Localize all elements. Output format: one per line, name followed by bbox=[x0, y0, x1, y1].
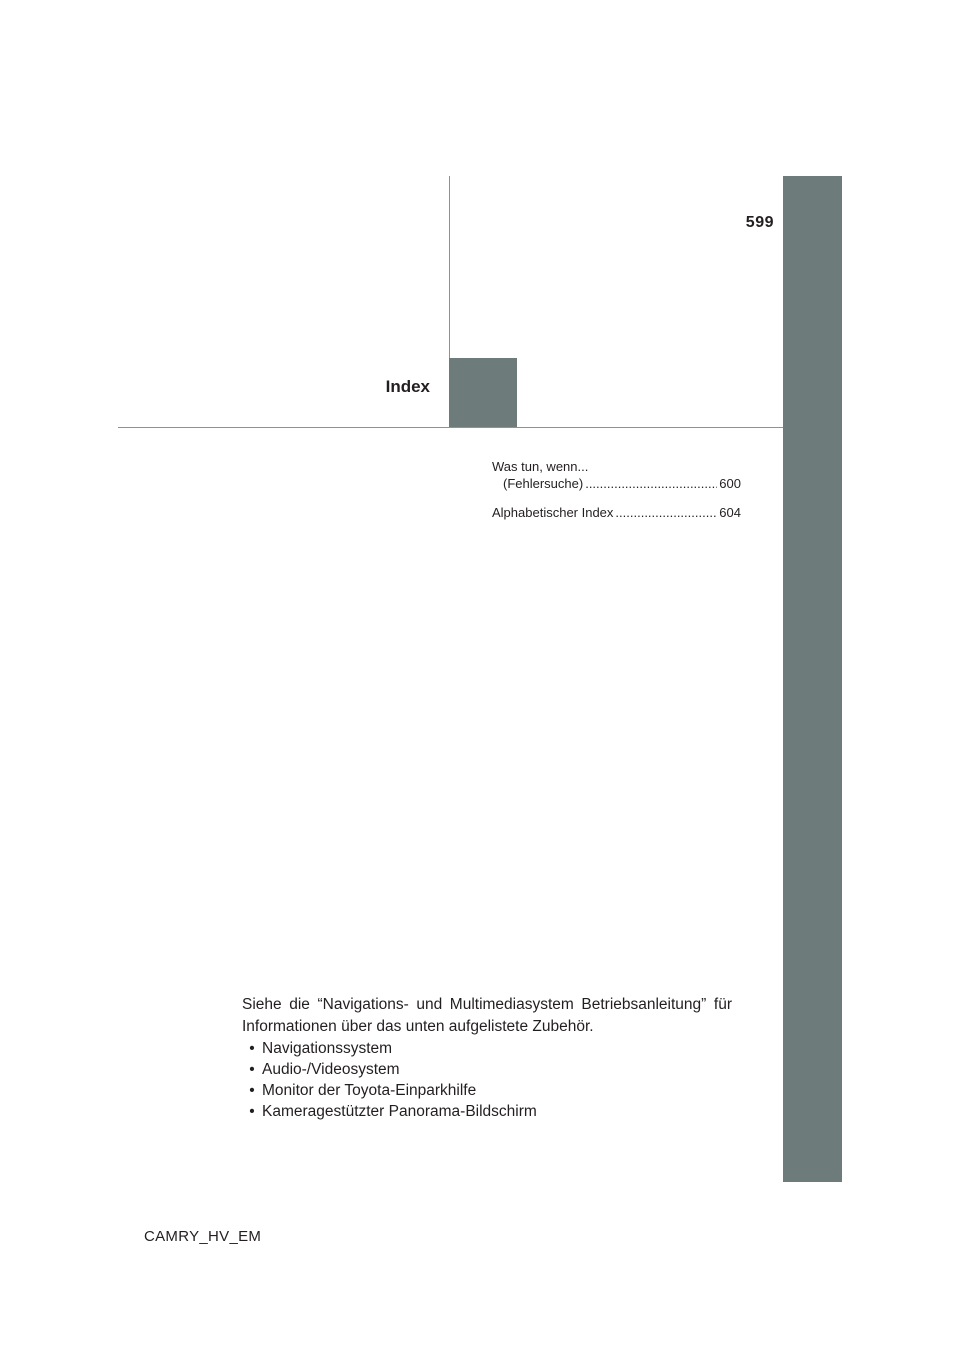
list-item: • Monitor der Toyota-Einparkhilfe bbox=[242, 1080, 732, 1101]
bullet-icon: • bbox=[249, 1103, 255, 1120]
bullet-icon: • bbox=[249, 1061, 255, 1078]
accessory-note bbox=[242, 994, 732, 1122]
list-item: • Kameragestützter Panorama-Bildschirm bbox=[242, 1101, 732, 1122]
index-tab-marker bbox=[449, 358, 517, 427]
bullet-icon: • bbox=[249, 1040, 255, 1057]
footer-document-code: CAMRY_HV_EM bbox=[144, 1228, 262, 1245]
toc-entry-alphabetical-index[interactable] bbox=[492, 504, 741, 521]
section-title: Index bbox=[385, 377, 430, 396]
toc-entry-page: 600 bbox=[719, 476, 741, 491]
toc-entry-line1: Was tun, wenn... bbox=[492, 459, 589, 474]
list-item: • Navigationssystem bbox=[242, 1038, 732, 1059]
table-of-contents bbox=[492, 458, 741, 521]
page-number: 599 bbox=[745, 214, 774, 231]
toc-entry-page: 604 bbox=[719, 505, 741, 520]
toc-leader-dots bbox=[585, 475, 717, 492]
horizontal-divider bbox=[118, 427, 783, 428]
toc-entry-label: Alphabetischer Index bbox=[492, 505, 614, 520]
toc-entry-troubleshooting[interactable] bbox=[492, 458, 741, 492]
bullet-icon: • bbox=[249, 1082, 255, 1099]
list-item: • Audio-/Videosystem bbox=[242, 1059, 732, 1080]
chapter-side-tab bbox=[783, 176, 842, 1182]
toc-entry-label: (Fehlersuche) bbox=[503, 476, 584, 491]
accessory-list bbox=[242, 1038, 732, 1122]
toc-leader-dots bbox=[615, 504, 717, 521]
note-paragraph: Siehe die “Navigations- und Multimediasystem Betriebsanleitung” für Informationen über das unten aufgelistete Zubehör. bbox=[242, 996, 732, 1035]
